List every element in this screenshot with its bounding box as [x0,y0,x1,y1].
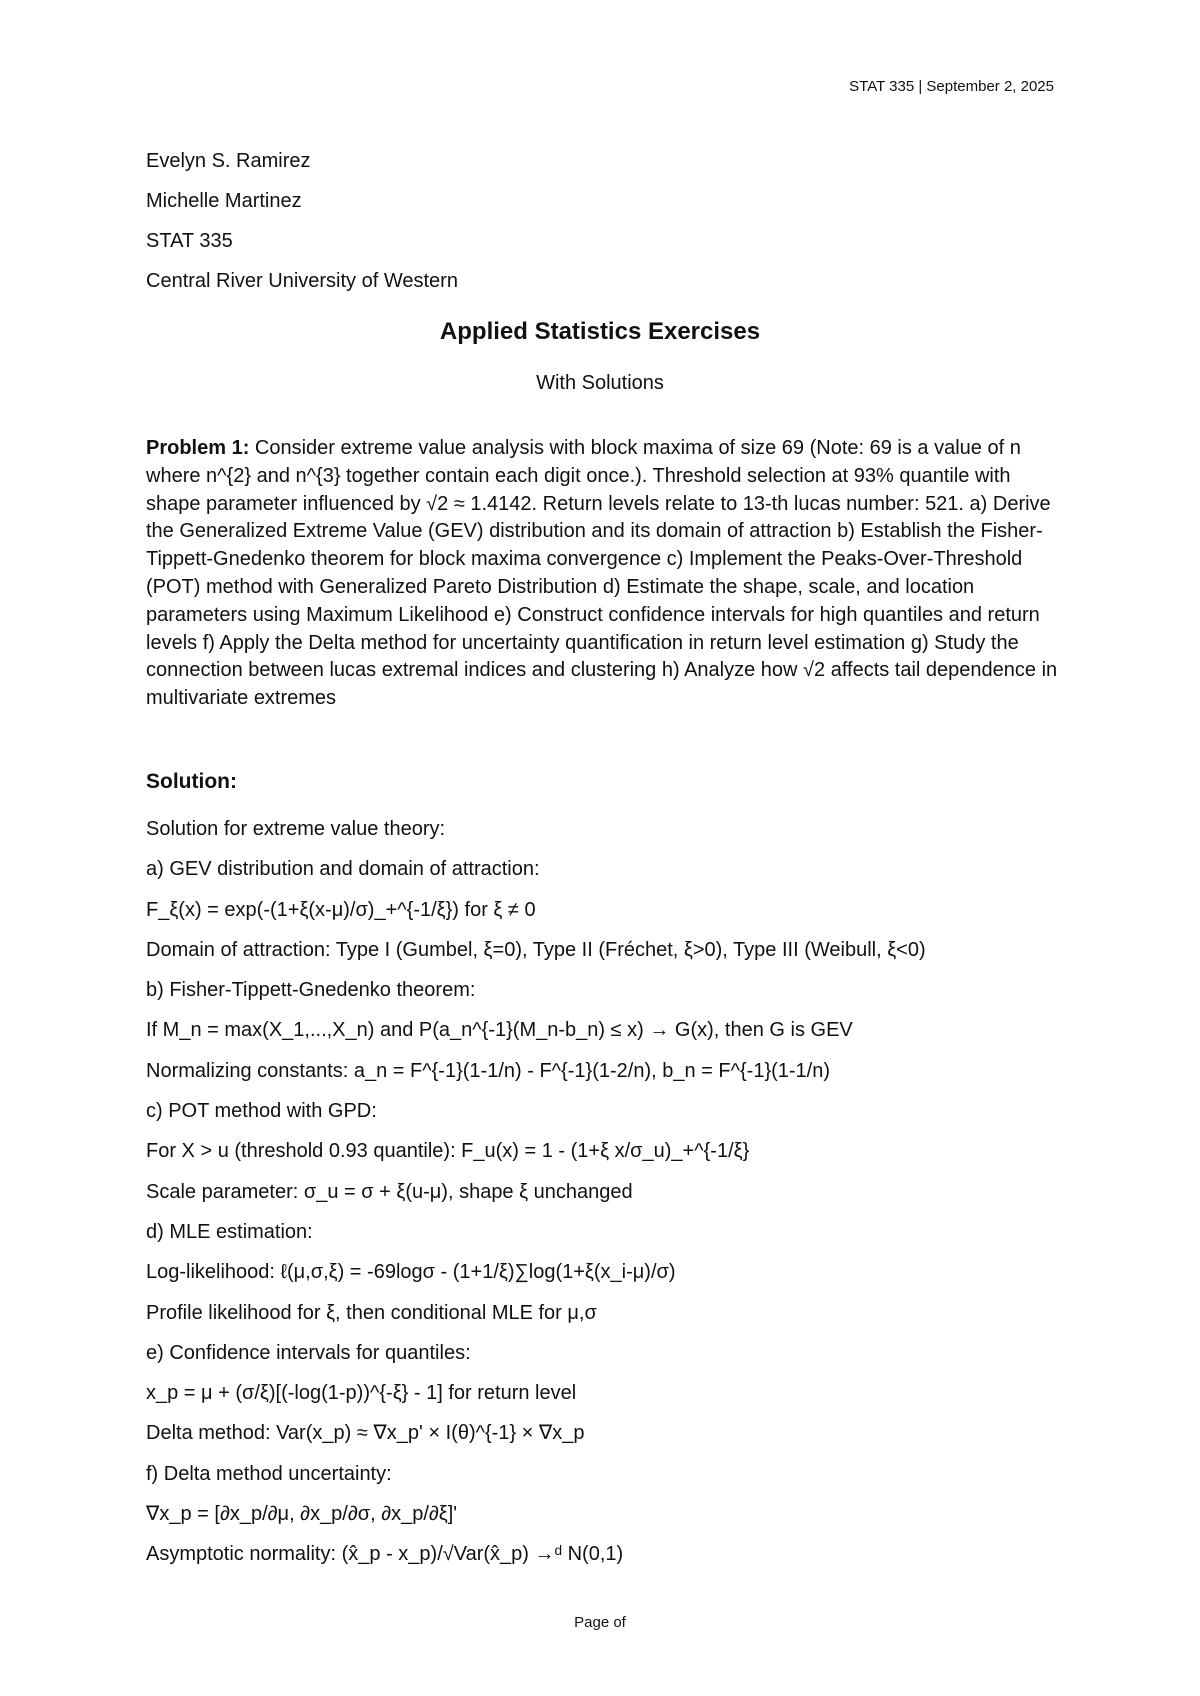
problem-text: Consider extreme value analysis with block maxima of size 69 (Note: 69 is a value of n where n^{2} and n^{3} together contain each digit once.). Threshold selection at 93% quantile with shape parameter influenced by √2 ≈ 1.4142. Return levels relate to 13-th lucas number: 521. a) Derive the Generalized Extreme Value (GEV) distribution and its domain of attraction b) Establish the Fisher-Tippett-Gnedenko theorem for block maxima convergence c) Implement the Peaks-Over-Threshold (POT) method with Generalized Pareto Distribution d) Estimate the shape, scale, and location parameters using Maximum Likelihood e) Construct confidence intervals for high quantiles and return levels f) Apply the Delta method for uncertainty quantification in return level estimation g) Study the connection between lucas extremal indices and clustering h) Analyze how √2 affects tail dependence in multivariate extremes [146,437,1058,710]
solution-line: x_p = μ + (σ/ξ)[(-log(1-p))^{-ξ} - 1] for return level [146,1382,577,1405]
solution-line: Scale parameter: σ_u = σ + ξ(u-μ), shape ξ unchanged [146,1180,633,1203]
solution-line: Solution for extreme value theory: [146,818,446,840]
solution-line: Profile likelihood for ξ, then conditional MLE for μ,σ [146,1301,597,1324]
author-block [146,148,458,308]
solution-heading: Solution: [146,770,237,793]
problem-label: Problem 1: [146,437,250,459]
solution-line: ∇x_p = [∂x_p/∂μ, ∂x_p/∂σ, ∂x_p/∂ξ]' [146,1503,458,1526]
solution-line: For X > u (threshold 0.93 quantile): F_u(x) = 1 - (1+ξ x/σ_u)_+^{-1/ξ} [146,1140,750,1163]
page-footer: Page of [574,1614,626,1631]
solution-line: a) GEV distribution and domain of attraction: [146,858,540,881]
instructor-name: Michelle Martinez [146,190,302,212]
solution-line: e) Confidence intervals for quantiles: [146,1341,471,1364]
running-head: STAT 335 | September 2, 2025 [849,78,1054,95]
course-code: STAT 335 [146,230,233,252]
solution-line: d) MLE estimation: [146,1220,313,1243]
solution-line: Asymptotic normality: (x̂_p - x_p)/√Var(x̂_p) →ᵈ N(0,1) [146,1543,624,1566]
solution-body [146,816,1076,1582]
solution-line: F_ξ(x) = exp(-(1+ξ(x-μ)/σ)_+^{-1/ξ}) for ξ ≠ 0 [146,898,536,921]
solution-line: Delta method: Var(x_p) ≈ ∇x_p' × I(θ)^{-1} × ∇x_p [146,1422,585,1445]
institution: Central River University of Western [146,270,458,292]
solution-line: If M_n = max(X_1,...,X_n) and P(a_n^{-1}(M_n-b_n) ≤ x) → G(x), then G is GEV [146,1019,853,1042]
document-title: Applied Statistics Exercises [439,318,761,345]
problem-statement [146,435,1066,713]
solution-line: Log-likelihood: ℓ(μ,σ,ξ) = -69logσ - (1+1/ξ)∑log(1+ξ(x_i-μ)/σ) [146,1261,676,1284]
author-name: Evelyn S. Ramirez [146,150,311,172]
solution-line: b) Fisher-Tippett-Gnedenko theorem: [146,979,476,1002]
document-subtitle: With Solutions [536,372,664,394]
solution-line: Domain of attraction: Type I (Gumbel, ξ=0), Type II (Fréchet, ξ>0), Type III (Weibull, ξ<0) [146,938,926,961]
solution-line: f) Delta method uncertainty: [146,1462,392,1485]
solution-line: c) POT method with GPD: [146,1100,377,1123]
solution-line: Normalizing constants: a_n = F^{-1}(1-1/n) - F^{-1}(1-2/n), b_n = F^{-1}(1-1/n) [146,1059,831,1082]
